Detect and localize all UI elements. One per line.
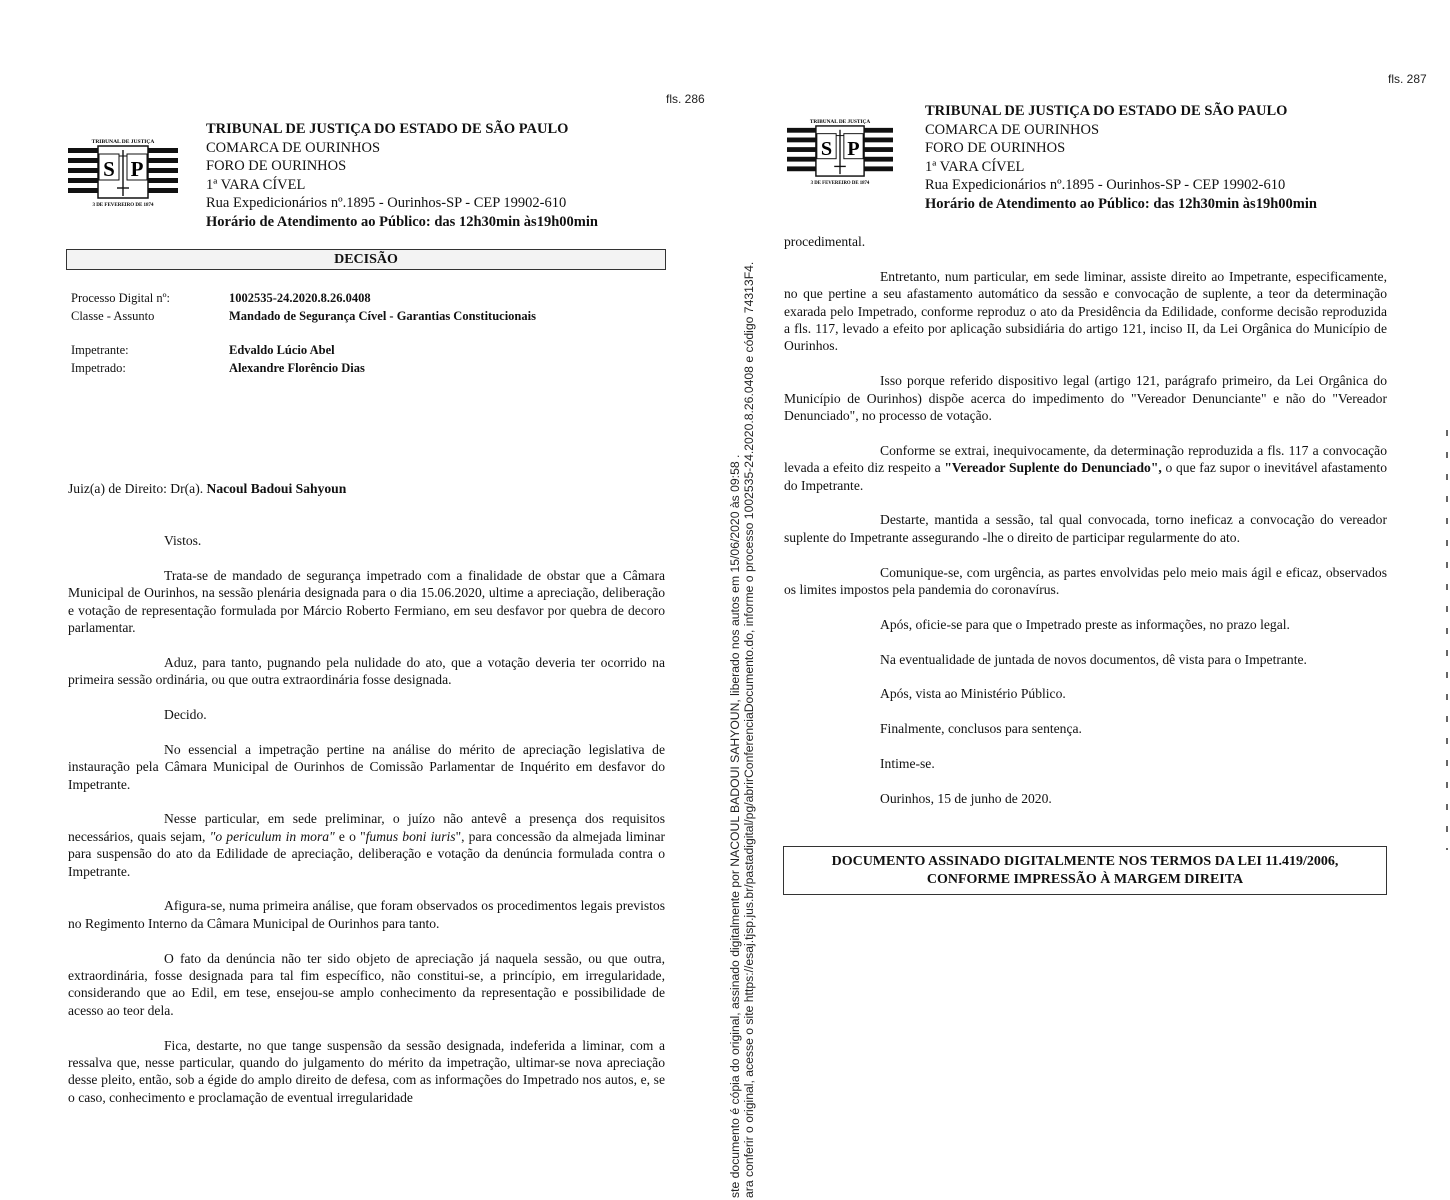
signature-line-2: CONFORME IMPRESSÃO À MARGEM DIREITA [926,871,1244,887]
paragraph: No essencial a impetração pertine na análise do mérito de apreciação legislativa de instauração pela Câmara Municipal de Ourinhos de Comissão Parlamentar de Inquérito em desfavor do Impetrante. [68,741,665,792]
decision-title: DECISÃO [66,249,666,270]
court-header [206,120,598,232]
impetrante-label: Impetrante: [71,343,129,357]
classe-label: Classe - Assunto [71,308,155,323]
paragraph: Fica, destarte, no que tange suspensão da sessão designada, indeferida a liminar, com a ressalva que, nesse particular, quando do julgamento do mérito da impetração, ultimar-se nova apreciação desse pleito, então, sob a égide do amplo direito de defesa, com as informações do Impetrado nos autos, e, se o caso, conhecimento e proclamação de eventual irregularidade [68,1037,665,1105]
paragraph: Conforme se extrai, inequivocamente, da determinação reproduzida a fls. 117 a convocação levada a efeito diz respeito a "Vereador Suplente do Denunciado", o que faz supor o inevitável afastamento do Impetrante. [784,442,1387,493]
impetrante-value: Edvaldo Lúcio Abel [229,343,335,357]
logo-top-text: TRIBUNAL DE JUSTIÇA [809,119,871,126]
court-name: TRIBUNAL DE JUSTIÇA DO ESTADO DE SÃO PAULO [206,121,569,137]
paragraph: Aduz, para tanto, pugnando pela nulidade do ato, que a votação deveria ter ocorrido na primeira sessão ordinária, ou que outra extraordinária fosse designada. [68,654,665,688]
paragraph: Afigura-se, numa primeira análise, que foram observados os procedimentos legais previstos no Regimento Interno da Câmara Municipal de Ourinhos para tanto. [68,898,665,931]
processo-label: Processo Digital nº: [71,291,171,305]
foro: FORO DE OURINHOS [925,140,1066,157]
judge-line [68,480,668,497]
paragraph: Isso porque referido dispositivo legal (artigo 121, parágrafo primeiro, da Lei Orgânica do Município de Ourinhos) dispõe acerca do impedimento do "Vereador Denunciante" e não do "Vereador Denunciado", no processo de votação. [784,373,1387,424]
logo-letter-s: S [103,157,115,181]
paragraph: Trata-se de mandado de segurança impetrado com a finalidade de obstar que a Câmara Municipal de Ourinhos, na sessão plenária designada para o dia 15.06.2020, ultime a apreciação, deliberação e votação de representação formulada por Márcio Roberto Fermiano, em seu desfavor por quebra de decoro parlamentar. [68,567,665,636]
court-header [925,102,1317,214]
paragraph: procedimental. [784,234,866,249]
paragraph: Na eventualidade de juntada de novos documentos, dê vista para o Impetrante. [880,651,1307,667]
logo-top-text: TRIBUNAL DE JUSTIÇA [91,139,155,145]
left-body-text [68,532,665,1124]
judge-name: Nacoul Badoui Sahyoun [206,481,347,496]
office-hours: Horário de Atendimento ao Público: das 12h30min às19h00min [206,213,598,230]
paragraph: Comunique-se, com urgência, as partes envolvidas pelo meio mais ágil e eficaz, observados os limites impostos pela pandemia do coronavírus. [784,564,1387,598]
margin-verification-note [729,262,756,1198]
vara: 1ª VARA CÍVEL [925,158,1025,175]
comarca: COMARCA DE OURINHOS [206,139,381,156]
paragraph: Decido. [164,707,207,723]
logo-letter-p: P [130,157,144,181]
paragraph: Vistos. [164,533,202,548]
paragraph: Intime-se. [880,756,935,772]
vara: 1ª VARA CÍVEL [206,176,306,193]
paragraph: Após, oficie-se para que o Impetrado preste as informações, no prazo legal. [880,616,1290,632]
margin-line-1: ste documento é cópia do original, assinado digitalmente por NACOUL BADOUI SAHYOUN, liberado nos autos em 15/06/2020 às 09:58 . [728,454,742,1198]
margin-line-2: ara conferir o original, acesse o site https://esaj.tjsp.jus.br/pastadigital/pg/abrirConferenciaDocumento.do, informe o processo 1002535-24.2020.8.26.0408 e código 74313F4. [741,261,756,1198]
impetrante-row [71,342,671,360]
paragraph: Nesse particular, em sede preliminar, o juízo não antevê a presença dos requisitos necessários, quais sejam, "o periculum in mora" e o "fumus boni iuris", para concessão da almejada liminar para suspensão do ato da Edilidade de apreciação, deliberação e votação da denúncia formulada contra o Impetrante. [68,811,666,879]
right-body-text [784,233,1387,825]
paragraph: O fato da denúncia não ter sido objeto de apreciação já naquela sessão, ou que outra, extraordinária, fosse designada para tal fim específico, não constitui-se, a princípio, em irregularidade, considerando que ao Edil, em tese, ensejou-se amplo conhecimento da representação e possibilidade de acesso ao teor dela. [68,950,665,1018]
tjsp-logo [787,114,893,188]
paragraph: Após, vista ao Ministério Público. [880,686,1066,702]
logo-bottom-text: 3 DE FEVEREIRO DE 1874 [810,180,870,186]
paragraph: Destarte, mantida a sessão, tal qual convocada, torno ineficaz a convocação do vereador suplente do Impetrante assegurando -lhe o direito de participar regularmente do ato. [784,512,1387,545]
logo-bottom-text: 3 DE FEVEREIRO DE 1874 [92,203,154,208]
classe-value: Mandado de Segurança Cível - Garantias Constitucionais [229,308,536,323]
classe-row [71,308,671,326]
logo-letter-s: S [820,137,833,160]
impetrado-label: Impetrado: [71,360,126,375]
impetrado-row [71,360,671,378]
office-hours: Horário de Atendimento ao Público: das 12h30min às19h00min [925,195,1317,212]
case-metadata [71,290,671,377]
comarca: COMARCA DE OURINHOS [925,121,1100,138]
logo-letter-p: P [847,137,860,160]
page-number: fls. 287 [1388,72,1427,86]
digital-signature-notice [783,846,1387,895]
address: Rua Expedicionários nº.1895 - Ourinhos-SP - CEP 19902-610 [206,195,567,212]
paragraph: Entretanto, num particular, em sede liminar, assiste direito ao Impetrante, especificamente, no que pertine a seu afastamento automático da sessão e convocação de suplente, a teor da determinação exarada pelo Impetrado, conforme reproduz o ato da Presidência da Edilidade, conforme decisão reproduzida a fls. 117, levado a efeito por aplicação subsidiária do artigo 121, inciso II, da Lei Orgânica do Município de Ourinhos. [784,268,1387,354]
impetrado-value: Alexandre Florêncio Dias [229,360,365,375]
page-number: fls. 286 [666,92,705,106]
page-edge-marks [1446,430,1448,850]
signature-line-1: DOCUMENTO ASSINADO DIGITALMENTE NOS TERMOS DA LEI 11.419/2006, [831,854,1339,869]
right-page [760,0,1450,1200]
tjsp-logo [68,134,178,210]
judge-label: Juiz(a) de Direito: Dr(a). [68,481,207,496]
court-name: TRIBUNAL DE JUSTIÇA DO ESTADO DE SÃO PAULO [925,103,1288,119]
foro: FORO DE OURINHOS [206,158,347,175]
paragraph: Finalmente, conclusos para sentença. [880,721,1082,737]
processo-row [71,290,671,308]
paragraph: Ourinhos, 15 de junho de 2020. [880,790,1052,806]
address: Rua Expedicionários nº.1895 - Ourinhos-SP - CEP 19902-610 [925,177,1286,194]
processo-value: 1002535-24.2020.8.26.0408 [229,291,371,305]
